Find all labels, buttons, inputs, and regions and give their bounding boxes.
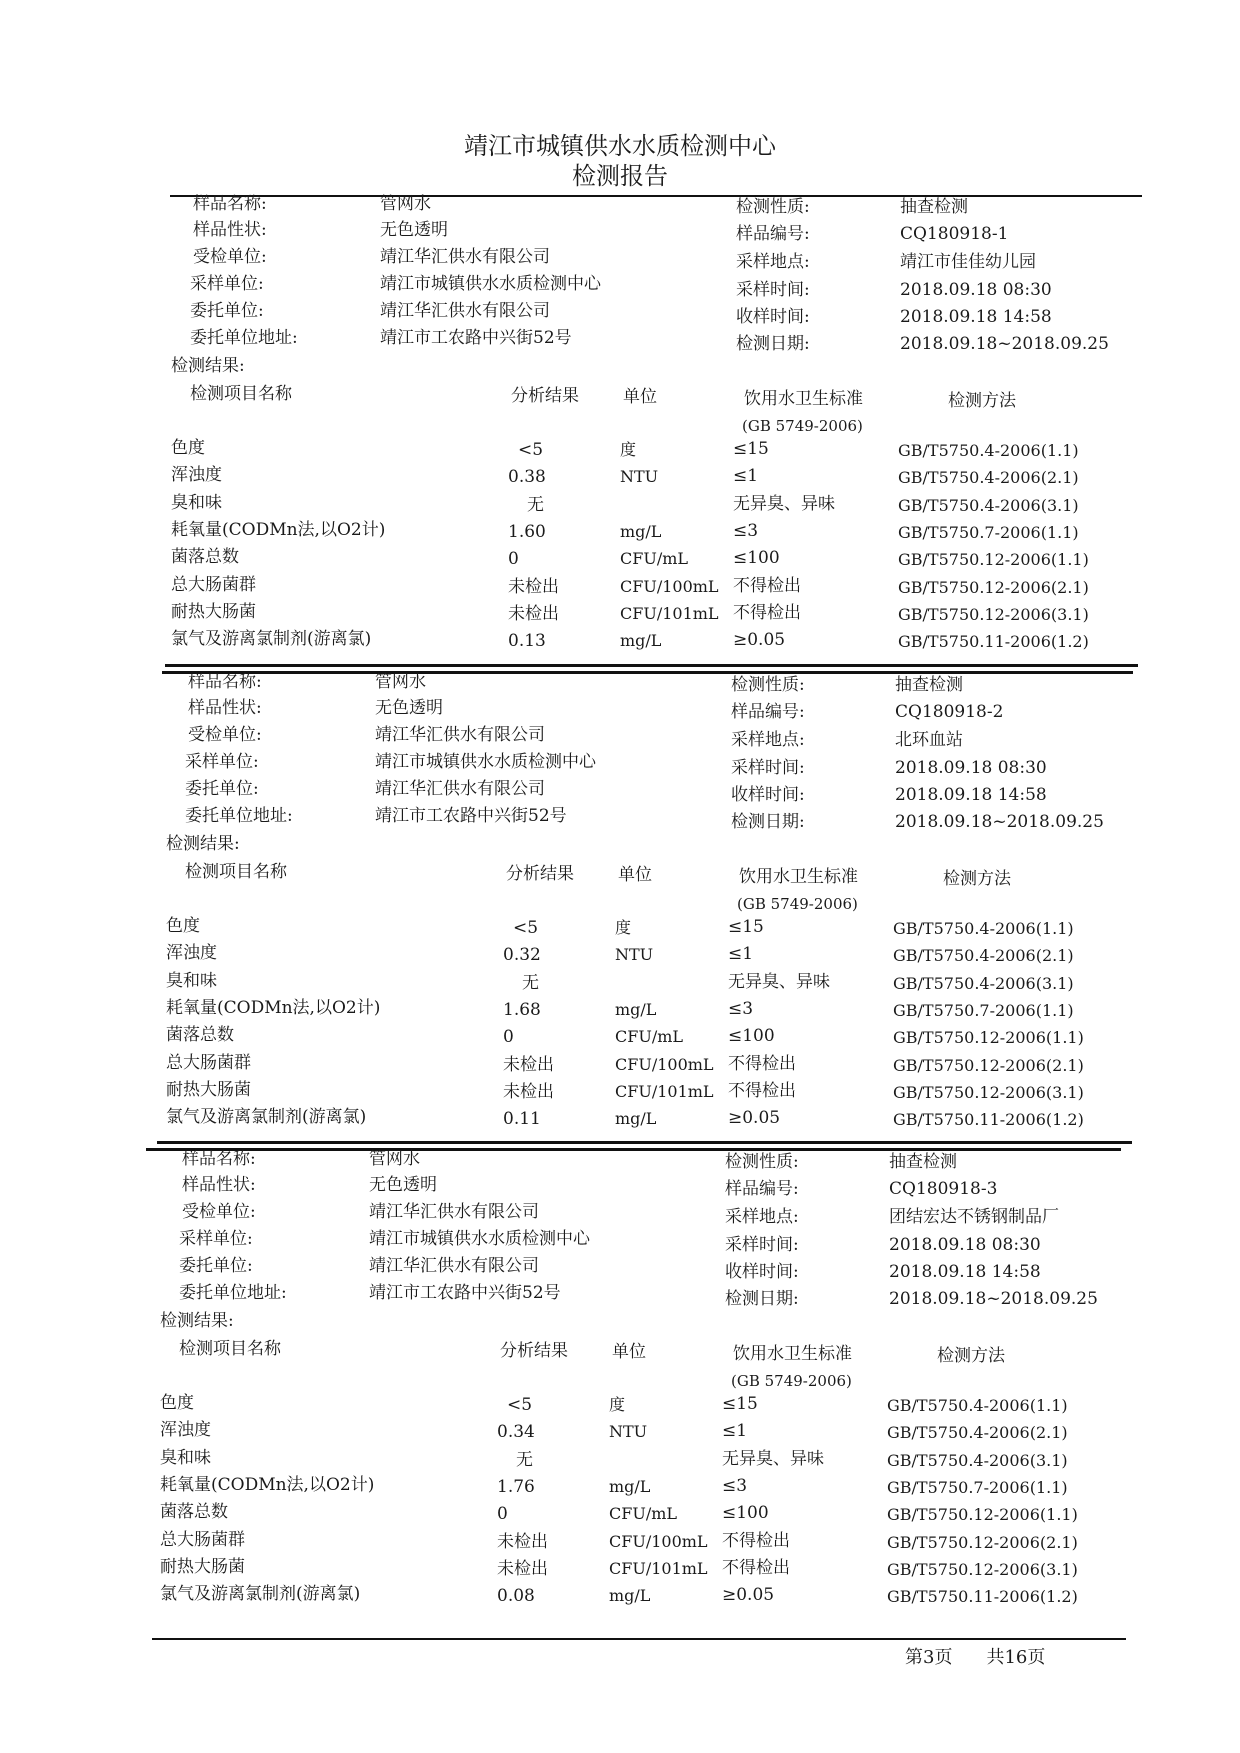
header-standard-ref: (GB 5749-2006)	[737, 895, 858, 913]
section-rule	[146, 1148, 1121, 1151]
item-unit: mg/L	[615, 1000, 657, 1019]
label-client-address: 委托单位地址:	[179, 1283, 287, 1303]
header-item: 检测项目名称	[185, 862, 287, 882]
header-method: 检测方法	[937, 1346, 1005, 1366]
item-result: 未检出	[503, 1082, 554, 1102]
item-unit: CFU/100mL	[620, 577, 719, 596]
item-method: GB/T5750.12-2006(2.1)	[887, 1533, 1078, 1552]
label-sampling-site: 采样地点:	[736, 252, 810, 272]
page-total: 共16页	[986, 1647, 1046, 1668]
item-standard: ≤1	[728, 944, 754, 964]
item-result: 0	[503, 1027, 514, 1047]
item-result: 无	[527, 495, 544, 515]
item-method: GB/T5750.11-2006(1.2)	[893, 1110, 1084, 1129]
item-unit: CFU/mL	[620, 549, 689, 568]
label-sampling-unit: 采样单位:	[179, 1229, 253, 1249]
item-method: GB/T5750.12-2006(2.1)	[893, 1056, 1084, 1075]
label-sample-state: 样品性状:	[182, 1175, 256, 1195]
item-result: 1.76	[497, 1477, 535, 1497]
value-sample-name: 管网水	[375, 672, 426, 692]
item-unit: CFU/100mL	[609, 1532, 708, 1551]
item-standard: ≥0.05	[728, 1108, 781, 1128]
value-sample-state: 无色透明	[369, 1175, 437, 1195]
value-client-unit: 靖江华汇供水有限公司	[380, 301, 550, 321]
value-client-address: 靖江市工农路中兴街52号	[375, 806, 567, 826]
label-sample-no: 样品编号:	[736, 224, 810, 244]
value-test-nature: 抽查检测	[900, 197, 968, 217]
item-name: 臭和味	[160, 1448, 211, 1468]
label-test-date: 检测日期:	[725, 1289, 799, 1309]
header-standard-ref: (GB 5749-2006)	[742, 417, 863, 435]
header-standard: 饮用水卫生标准	[744, 389, 863, 409]
value-sample-name: 管网水	[369, 1149, 420, 1169]
item-result: 0.11	[503, 1109, 541, 1129]
item-method: GB/T5750.12-2006(1.1)	[893, 1028, 1084, 1047]
value-sampling-unit: 靖江市城镇供水水质检测中心	[375, 752, 596, 772]
item-unit: 度	[609, 1395, 626, 1414]
item-name: 色度	[171, 438, 205, 458]
value-sample-no: CQ180918-2	[895, 702, 1004, 722]
item-method: GB/T5750.4-2006(2.1)	[887, 1423, 1068, 1442]
sample-section-3	[0, 955, 1229, 1606]
item-unit: CFU/100mL	[615, 1055, 714, 1074]
label-receipt-time: 收样时间:	[736, 307, 810, 327]
item-name: 浑浊度	[166, 943, 217, 963]
item-unit: 度	[620, 440, 637, 459]
results-label: 检测结果:	[160, 1311, 234, 1331]
item-method: GB/T5750.11-2006(1.2)	[887, 1587, 1078, 1606]
value-test-date: 2018.09.18~2018.09.25	[895, 812, 1104, 832]
results-label: 检测结果:	[171, 356, 245, 376]
item-name: 耐热大肠菌	[171, 602, 256, 622]
item-standard: ≤15	[733, 439, 769, 459]
item-result: 0	[497, 1504, 508, 1524]
label-sample-state: 样品性状:	[193, 220, 267, 240]
item-name: 臭和味	[171, 493, 222, 513]
item-result: 未检出	[497, 1559, 548, 1579]
item-method: GB/T5750.4-2006(1.1)	[898, 441, 1079, 460]
section-separator	[165, 664, 1138, 667]
item-result: 0.34	[497, 1422, 535, 1442]
item-name: 浑浊度	[171, 465, 222, 485]
item-name: 色度	[160, 1393, 194, 1413]
center-name: 靖江市城镇供水水质检测中心	[464, 132, 776, 160]
item-result: 1.68	[503, 1000, 541, 1020]
item-standard: 不得检出	[722, 1531, 790, 1551]
label-receipt-time: 收样时间:	[731, 785, 805, 805]
label-inspected-unit: 受检单位:	[188, 725, 262, 745]
report-title: 检测报告	[572, 162, 668, 190]
item-name: 耐热大肠菌	[166, 1080, 251, 1100]
header-standard: 饮用水卫生标准	[739, 867, 858, 887]
header-method: 检测方法	[943, 869, 1011, 889]
item-result: 0.32	[503, 945, 541, 965]
item-name: 耗氧量(CODMn法,以O2计)	[171, 520, 386, 540]
item-result: <5	[507, 1395, 533, 1415]
item-name: 总大肠菌群	[160, 1530, 245, 1550]
header-result: 分析结果	[506, 864, 574, 884]
label-client-address: 委托单位地址:	[190, 328, 298, 348]
label-receipt-time: 收样时间:	[725, 1262, 799, 1282]
item-standard: 不得检出	[722, 1558, 790, 1578]
item-name: 色度	[166, 916, 200, 936]
item-result: 未检出	[508, 604, 559, 624]
item-method: GB/T5750.7-2006(1.1)	[887, 1478, 1068, 1497]
value-sampling-time: 2018.09.18 08:30	[895, 758, 1047, 778]
item-result: 无	[522, 973, 539, 993]
page-number: 第3页	[905, 1647, 953, 1668]
item-name: 臭和味	[166, 971, 217, 991]
value-inspected-unit: 靖江华汇供水有限公司	[375, 725, 545, 745]
item-method: GB/T5750.4-2006(3.1)	[887, 1451, 1068, 1470]
item-name: 浑浊度	[160, 1420, 211, 1440]
item-standard: ≥0.05	[722, 1585, 775, 1605]
label-sample-name: 样品名称:	[188, 672, 262, 692]
item-name: 耗氧量(CODMn法,以O2计)	[160, 1475, 375, 1495]
item-result: 未检出	[497, 1532, 548, 1552]
header-result: 分析结果	[511, 386, 579, 406]
item-standard: ≥0.05	[733, 630, 786, 650]
item-unit: NTU	[609, 1422, 648, 1441]
value-client-unit: 靖江华汇供水有限公司	[369, 1256, 539, 1276]
sample-section-2	[0, 478, 1235, 1129]
header-standard-ref: (GB 5749-2006)	[731, 1372, 852, 1390]
page-footer	[905, 1643, 1045, 1669]
item-method: GB/T5750.12-2006(1.1)	[898, 550, 1089, 569]
label-sample-no: 样品编号:	[725, 1179, 799, 1199]
item-standard: ≤100	[728, 1026, 775, 1046]
item-method: GB/T5750.4-2006(2.1)	[898, 468, 1079, 487]
item-unit: CFU/101mL	[620, 604, 719, 623]
value-sample-name: 管网水	[380, 194, 431, 214]
item-unit: 度	[615, 918, 632, 937]
item-method: GB/T5750.4-2006(3.1)	[898, 496, 1079, 515]
item-result: 0.08	[497, 1586, 535, 1606]
value-sample-no: CQ180918-3	[889, 1179, 998, 1199]
bottom-rule	[152, 1638, 1126, 1640]
value-client-address: 靖江市工农路中兴街52号	[369, 1283, 561, 1303]
label-sampling-time: 采样时间:	[736, 280, 810, 300]
value-test-nature: 抽查检测	[889, 1152, 957, 1172]
item-method: GB/T5750.12-2006(3.1)	[893, 1083, 1084, 1102]
label-test-nature: 检测性质:	[736, 197, 810, 217]
header-unit: 单位	[618, 865, 652, 885]
item-standard: 无异臭、异味	[722, 1449, 824, 1469]
header-unit: 单位	[612, 1342, 646, 1362]
label-inspected-unit: 受检单位:	[182, 1202, 256, 1222]
value-sampling-unit: 靖江市城镇供水水质检测中心	[369, 1229, 590, 1249]
item-result: 未检出	[503, 1055, 554, 1075]
value-sample-state: 无色透明	[380, 220, 448, 240]
item-method: GB/T5750.4-2006(2.1)	[893, 946, 1074, 965]
item-standard: ≤1	[733, 466, 759, 486]
item-standard: 不得检出	[728, 1081, 796, 1101]
label-sample-state: 样品性状:	[188, 698, 262, 718]
label-test-date: 检测日期:	[736, 334, 810, 354]
item-standard: ≤1	[722, 1421, 748, 1441]
item-unit: mg/L	[620, 522, 662, 541]
item-unit: CFU/mL	[609, 1504, 678, 1523]
item-result: 未检出	[508, 577, 559, 597]
item-result: 无	[516, 1450, 533, 1470]
value-inspected-unit: 靖江华汇供水有限公司	[380, 247, 550, 267]
label-client-address: 委托单位地址:	[185, 806, 293, 826]
header-method: 检测方法	[948, 391, 1016, 411]
item-result: 0.13	[508, 631, 546, 651]
value-sampling-site: 北环血站	[895, 730, 963, 750]
value-inspected-unit: 靖江华汇供水有限公司	[369, 1202, 539, 1222]
label-test-date: 检测日期:	[731, 812, 805, 832]
section-separator	[157, 1141, 1132, 1144]
item-standard: 无异臭、异味	[728, 972, 830, 992]
item-method: GB/T5750.12-2006(3.1)	[887, 1560, 1078, 1579]
header-item: 检测项目名称	[179, 1339, 281, 1359]
item-name: 总大肠菌群	[166, 1053, 251, 1073]
item-method: GB/T5750.12-2006(1.1)	[887, 1505, 1078, 1524]
label-sampling-time: 采样时间:	[731, 758, 805, 778]
item-standard: 不得检出	[728, 1054, 796, 1074]
results-label: 检测结果:	[166, 834, 240, 854]
section-rule	[162, 671, 1133, 674]
item-unit: NTU	[615, 945, 654, 964]
item-standard: 无异臭、异味	[733, 494, 835, 514]
item-unit: mg/L	[609, 1586, 651, 1605]
value-receipt-time: 2018.09.18 14:58	[889, 1262, 1041, 1282]
label-sampling-unit: 采样单位:	[190, 274, 264, 294]
item-method: GB/T5750.4-2006(1.1)	[887, 1396, 1068, 1415]
label-client-unit: 委托单位:	[190, 301, 264, 321]
header-item: 检测项目名称	[190, 384, 292, 404]
value-receipt-time: 2018.09.18 14:58	[900, 307, 1052, 327]
header-standard: 饮用水卫生标准	[733, 1344, 852, 1364]
label-sample-no: 样品编号:	[731, 702, 805, 722]
item-method: GB/T5750.4-2006(3.1)	[893, 974, 1074, 993]
label-inspected-unit: 受检单位:	[193, 247, 267, 267]
item-standard: ≤3	[722, 1476, 748, 1496]
item-name: 菌落总数	[166, 1025, 234, 1045]
label-client-unit: 委托单位:	[185, 779, 259, 799]
sample-section-1	[0, 0, 1240, 651]
item-result: 0	[508, 549, 519, 569]
header-result: 分析结果	[500, 1341, 568, 1361]
label-sampling-unit: 采样单位:	[185, 752, 259, 772]
value-test-date: 2018.09.18~2018.09.25	[889, 1289, 1098, 1309]
value-sampling-site: 团结宏达不锈钢制品厂	[889, 1207, 1059, 1227]
label-test-nature: 检测性质:	[731, 675, 805, 695]
item-method: GB/T5750.4-2006(1.1)	[893, 919, 1074, 938]
item-unit: mg/L	[615, 1109, 657, 1128]
value-receipt-time: 2018.09.18 14:58	[895, 785, 1047, 805]
header-unit: 单位	[623, 387, 657, 407]
value-test-date: 2018.09.18~2018.09.25	[900, 334, 1109, 354]
item-unit: NTU	[620, 467, 659, 486]
item-standard: ≤3	[733, 521, 759, 541]
item-unit: mg/L	[620, 631, 662, 650]
item-method: GB/T5750.12-2006(2.1)	[898, 578, 1089, 597]
item-name: 氯气及游离氯制剂(游离氯)	[171, 629, 372, 649]
item-standard: ≤15	[722, 1394, 758, 1414]
item-standard: 不得检出	[733, 576, 801, 596]
value-sampling-site: 靖江市佳佳幼儿园	[900, 252, 1036, 272]
item-name: 菌落总数	[160, 1502, 228, 1522]
item-standard: ≤3	[728, 999, 754, 1019]
item-method: GB/T5750.7-2006(1.1)	[893, 1001, 1074, 1020]
value-test-nature: 抽查检测	[895, 675, 963, 695]
item-method: GB/T5750.12-2006(3.1)	[898, 605, 1089, 624]
item-result: 1.60	[508, 522, 546, 542]
label-sampling-site: 采样地点:	[725, 1207, 799, 1227]
label-client-unit: 委托单位:	[179, 1256, 253, 1276]
value-sampling-unit: 靖江市城镇供水水质检测中心	[380, 274, 601, 294]
item-name: 耐热大肠菌	[160, 1557, 245, 1577]
item-standard: ≤100	[733, 548, 780, 568]
label-sample-name: 样品名称:	[182, 1149, 256, 1169]
item-standard: 不得检出	[733, 603, 801, 623]
item-unit: mg/L	[609, 1477, 651, 1496]
value-client-unit: 靖江华汇供水有限公司	[375, 779, 545, 799]
label-sample-name: 样品名称:	[193, 194, 267, 214]
item-standard: ≤100	[722, 1503, 769, 1523]
item-unit: CFU/101mL	[609, 1559, 708, 1578]
item-method: GB/T5750.11-2006(1.2)	[898, 632, 1089, 651]
item-result: 0.38	[508, 467, 546, 487]
item-unit: CFU/mL	[615, 1027, 684, 1046]
item-name: 菌落总数	[171, 547, 239, 567]
item-name: 总大肠菌群	[171, 575, 256, 595]
item-name: 氯气及游离氯制剂(游离氯)	[160, 1584, 361, 1604]
item-unit: CFU/101mL	[615, 1082, 714, 1101]
value-sampling-time: 2018.09.18 08:30	[900, 280, 1052, 300]
label-test-nature: 检测性质:	[725, 1152, 799, 1172]
value-sampling-time: 2018.09.18 08:30	[889, 1235, 1041, 1255]
item-name: 耗氧量(CODMn法,以O2计)	[166, 998, 381, 1018]
value-client-address: 靖江市工农路中兴街52号	[380, 328, 572, 348]
item-standard: ≤15	[728, 917, 764, 937]
item-name: 氯气及游离氯制剂(游离氯)	[166, 1107, 367, 1127]
label-sampling-time: 采样时间:	[725, 1235, 799, 1255]
label-sampling-site: 采样地点:	[731, 730, 805, 750]
item-result: <5	[513, 918, 539, 938]
value-sample-state: 无色透明	[375, 698, 443, 718]
section-rule	[170, 195, 1142, 197]
value-sample-no: CQ180918-1	[900, 224, 1009, 244]
item-method: GB/T5750.7-2006(1.1)	[898, 523, 1079, 542]
item-result: <5	[518, 440, 544, 460]
